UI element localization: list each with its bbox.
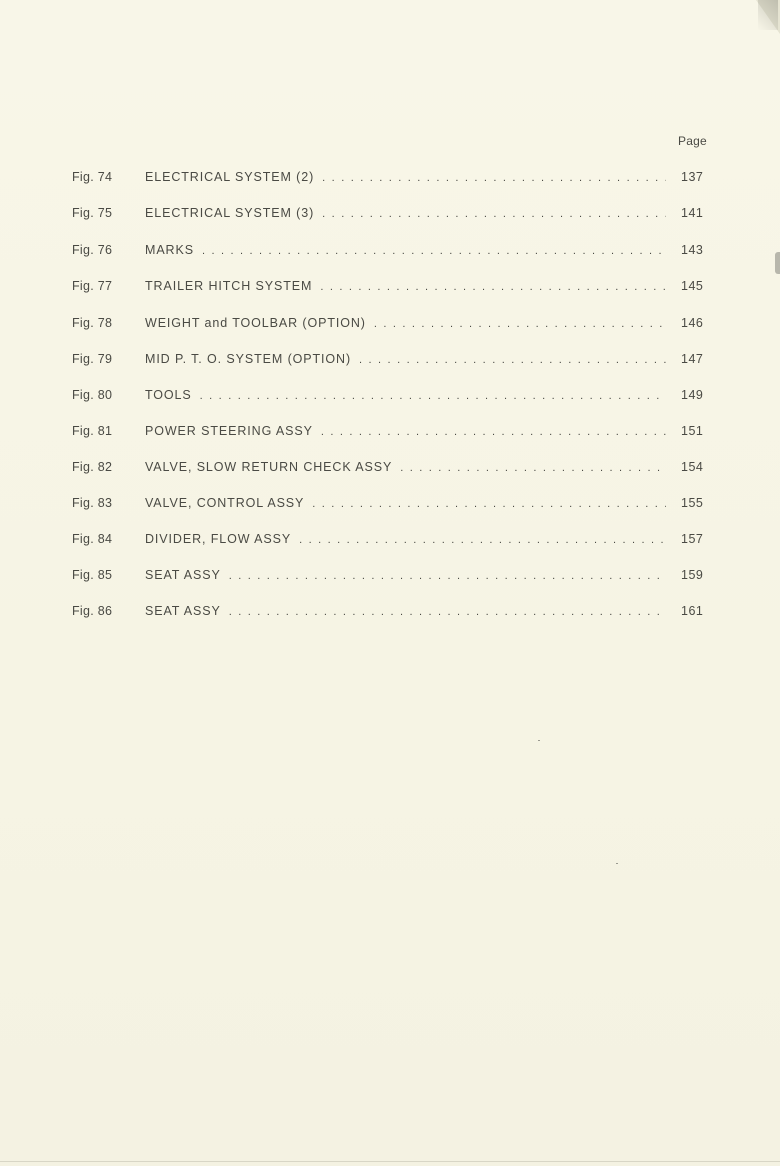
figure-number: Fig. 81 xyxy=(72,424,113,438)
toc-row[interactable] xyxy=(0,170,780,190)
page-number: 141 xyxy=(681,206,704,220)
figure-number: Fig. 83 xyxy=(72,496,113,510)
toc-row[interactable] xyxy=(0,352,780,372)
entry-title: SEAT ASSY xyxy=(145,604,221,618)
page-number: 159 xyxy=(681,568,704,582)
entry-title: MID P. T. O. SYSTEM (OPTION) xyxy=(145,352,352,366)
dot-leader xyxy=(400,462,666,474)
figure-number: Fig. 86 xyxy=(72,604,113,618)
toc-row[interactable] xyxy=(0,532,780,552)
page-number: 154 xyxy=(681,460,704,474)
dot-leader xyxy=(320,281,666,293)
paper-speck xyxy=(616,863,618,864)
toc-row[interactable] xyxy=(0,568,780,588)
page-number: 151 xyxy=(681,424,704,438)
toc-row[interactable] xyxy=(0,604,780,624)
dot-leader xyxy=(229,570,666,582)
dot-leader xyxy=(322,172,666,184)
dot-leader xyxy=(359,354,666,366)
entry-title: VALVE, SLOW RETURN CHECK ASSY xyxy=(145,460,393,474)
page-number: 157 xyxy=(681,532,704,546)
page-number: 147 xyxy=(681,352,704,366)
page-number: 155 xyxy=(681,496,704,510)
toc-row[interactable] xyxy=(0,279,780,299)
toc-row[interactable] xyxy=(0,388,780,408)
figure-number: Fig. 79 xyxy=(72,352,113,366)
paper-speck xyxy=(538,740,540,741)
page-bottom-edge xyxy=(0,1161,780,1162)
figure-number: Fig. 77 xyxy=(72,279,113,293)
page-column-header: Page xyxy=(678,134,707,148)
figure-number: Fig. 80 xyxy=(72,388,113,402)
page-number: 146 xyxy=(681,316,704,330)
dot-leader xyxy=(374,318,666,330)
dot-leader xyxy=(321,426,666,438)
entry-title: SEAT ASSY xyxy=(145,568,221,582)
dot-leader xyxy=(200,390,666,402)
dot-leader xyxy=(312,498,666,510)
page-number: 161 xyxy=(681,604,704,618)
figure-number: Fig. 76 xyxy=(72,243,113,257)
entry-title: VALVE, CONTROL ASSY xyxy=(145,496,305,510)
figure-number: Fig. 85 xyxy=(72,568,113,582)
toc-row[interactable] xyxy=(0,424,780,444)
toc-row[interactable] xyxy=(0,460,780,480)
page-number: 145 xyxy=(681,279,704,293)
dot-leader xyxy=(229,606,666,618)
entry-title: TRAILER HITCH SYSTEM xyxy=(145,279,313,293)
figure-number: Fig. 78 xyxy=(72,316,113,330)
toc-row[interactable] xyxy=(0,243,780,263)
entry-title: DIVIDER, FLOW ASSY xyxy=(145,532,292,546)
page-corner-shadow xyxy=(758,0,778,30)
entry-title: MARKS xyxy=(145,243,194,257)
entry-title: TOOLS xyxy=(145,388,192,402)
entry-title: POWER STEERING ASSY xyxy=(145,424,313,438)
page-number: 137 xyxy=(681,170,704,184)
entry-title: ELECTRICAL SYSTEM (2) xyxy=(145,170,315,184)
figure-number: Fig. 82 xyxy=(72,460,113,474)
page-number: 149 xyxy=(681,388,704,402)
toc-row[interactable] xyxy=(0,206,780,226)
entry-title: ELECTRICAL SYSTEM (3) xyxy=(145,206,315,220)
dot-leader xyxy=(202,245,666,257)
page-number: 143 xyxy=(681,243,704,257)
toc-row[interactable] xyxy=(0,316,780,336)
figure-number: Fig. 84 xyxy=(72,532,113,546)
figure-number: Fig. 74 xyxy=(72,170,113,184)
entry-title: WEIGHT and TOOLBAR (OPTION) xyxy=(145,316,366,330)
toc-row[interactable] xyxy=(0,496,780,516)
dot-leader xyxy=(299,534,666,546)
dot-leader xyxy=(322,208,666,220)
figure-number: Fig. 75 xyxy=(72,206,113,220)
